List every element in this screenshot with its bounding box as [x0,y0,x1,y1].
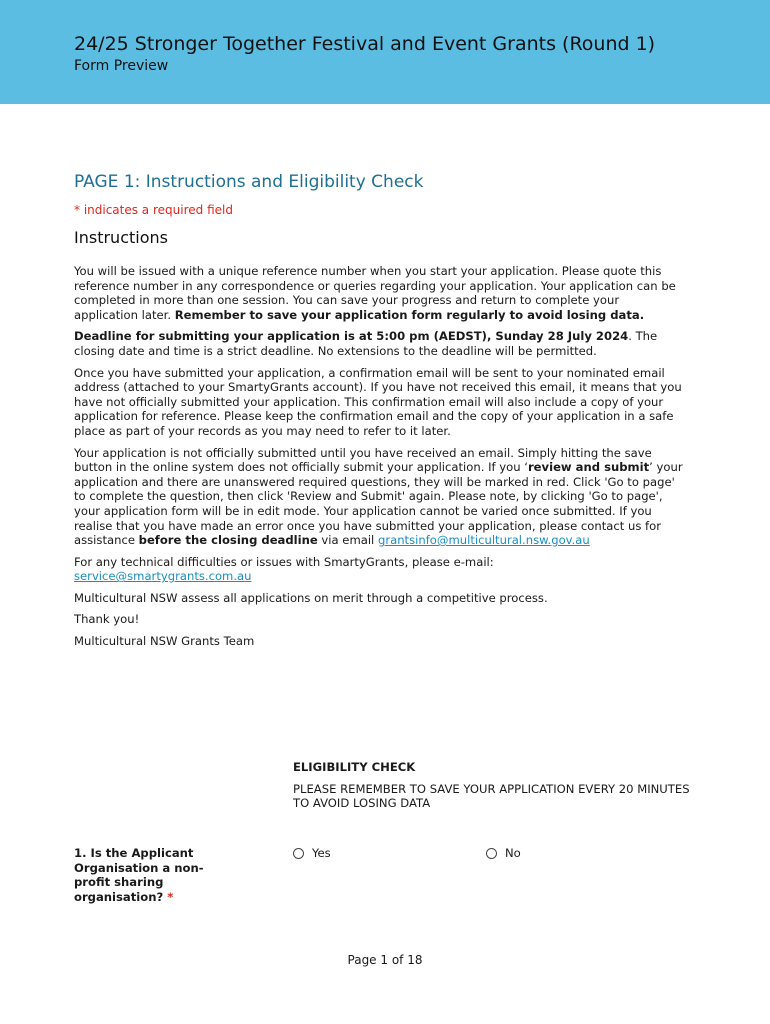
question-1-option-no[interactable] [486,846,521,860]
page-indicator: Page 1 of 18 [347,953,423,967]
instruction-text: . The closing date and time is a strict deadline. No extensions to the deadline will be permitted. [74,329,658,358]
instructions-heading: Instructions [74,228,168,247]
eligibility-title: ELIGIBILITY CHECK [293,760,416,774]
eligibility-section [293,760,693,811]
deadline-emphasis: Deadline for submitting your application is at 5:00 pm (AEDST), Sunday 28 July 2024 [74,329,629,344]
instruction-text: via email [317,533,378,548]
question-1-label [74,846,224,904]
question-1-option-yes[interactable] [293,846,331,860]
form-header [0,0,770,104]
radio-button-icon[interactable] [486,848,497,859]
instruction-paragraph-4 [74,446,684,548]
required-field-note: * indicates a required field [74,203,233,217]
instruction-paragraph-1 [74,264,684,322]
grants-email-link[interactable]: grantsinfo@multicultural.nsw.gov.au [377,533,590,548]
radio-button-icon[interactable] [293,848,304,859]
instruction-text: You will be issued with a unique reference number when you start your application. Please quote this reference number in any correspondence or queries regarding your application. Your application can be completed in more than one session. You can save your progress and return to complete your application later. [74,264,676,322]
instruction-text: For any technical difficulties or issues with SmartyGrants, please e-mail: [74,554,494,569]
option-label: Yes [312,846,331,860]
instruction-text: Your application is not officially submitted until you have received an email. Simply hitting the save button in the online system does not officially submit your application. If you ‘ [74,445,652,475]
required-marker: * [167,889,174,904]
form-title: 24/25 Stronger Together Festival and Event Grants (Round 1) [74,33,656,55]
instruction-text: Once you have submitted your application, a confirmation email will be sent to your nominated email address (attached to your SmartyGrants account). If you have not received this email, it means that you have not officially submitted your application. This confirmation email will also include a copy of your application for reference. Please keep the confirmation email and the copy of your application in a safe place as part of your records as you may need to refer to it later. [74,365,682,438]
instruction-text: Thank you! [74,612,140,627]
instruction-paragraph-8 [74,634,684,649]
form-subtitle: Form Preview [74,58,169,74]
instruction-text: ’ your application and there are unanswered required questions, they will be marked in red. Click 'Go to page' to complete the question, then click 'Review and Submit' again. Please note, by clicking 'Go to page', your application form will be in edit mode. Your application cannot be varied once submitted. If you realise that you have made an error once you have submitted your application, please contact us for assistance [74,460,683,548]
instructions-body [74,264,684,656]
instruction-paragraph-2 [74,329,684,358]
instruction-text: Multicultural NSW Grants Team [74,634,255,649]
option-label: No [505,846,521,860]
support-email-link[interactable]: service@smartygrants.com.au [74,569,252,584]
instruction-text: Multicultural NSW assess all applications on merit through a competitive process. [74,590,548,605]
instruction-emphasis: before the closing deadline [138,533,318,548]
instruction-emphasis: review and submit [527,460,650,475]
page-heading: PAGE 1: Instructions and Eligibility Check [74,172,424,192]
instruction-paragraph-7 [74,612,684,627]
instruction-emphasis: Remember to save your application form regularly to avoid losing data. [174,307,645,322]
eligibility-note: PLEASE REMEMBER TO SAVE YOUR APPLICATION EVERY 20 MINUTES TO AVOID LOSING DATA [293,781,690,811]
instruction-paragraph-5 [74,555,684,584]
instruction-paragraph-3 [74,366,684,439]
question-1-text: 1. Is the Applicant Organisation a non-profit sharing organisation? [74,846,204,904]
instruction-paragraph-6 [74,591,684,606]
